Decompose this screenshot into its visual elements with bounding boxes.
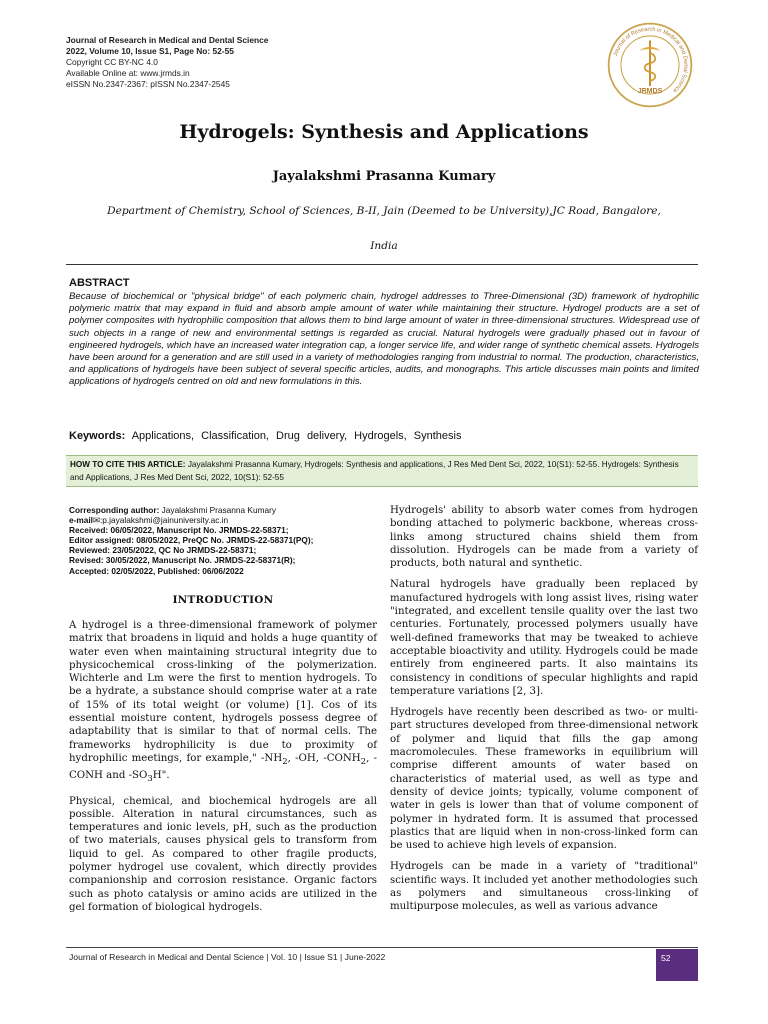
left-column xyxy=(69,505,377,922)
journal-header xyxy=(66,35,366,90)
article-country: India xyxy=(370,240,398,252)
keywords xyxy=(69,430,699,442)
journal-logo xyxy=(606,21,694,109)
citation-text: Jayalakshmi Prasanna Kumary, Hydrogels: Synthesis and applications, J Res Med Dent Sci, 2022, 10(S1): 52-55. Hydrogels: Synthesis and Applications, J Res Med Dent Sci, 2022, 10(S1): 52-55 xyxy=(70,460,679,482)
keywords-text: Applications, Classification, Drug delivery, Hydrogels, Synthesis xyxy=(131,430,462,442)
right-paragraph-3: Hydrogels have recently been described as two- or multi-part structures developed from three-dimensional network of polymer and liquid that fills the gap among macromolecules. These frameworks in equilibrium will comprise different amounts of water based on characteristics of material used, as well as type and density of device joints; typically, volume component of water in gels is lower than that of volume component of polymer in hydrated form. It is assumed that processed plastics that are liquid when in non-cross-linked form can be used to achieve high levels of expansion. xyxy=(390,707,698,852)
editor-assigned: Editor assigned: 08/05/2022, PreQC No. JRMDS-22-58371(PQ); xyxy=(69,535,314,546)
logo-ring-text: Journal of Research in Medical and Dental Science xyxy=(612,26,689,94)
journal-copyright: Copyright CC BY-NC 4.0 xyxy=(66,57,158,67)
accepted-date: Accepted: 02/05/2022, Published: 06/06/2022 xyxy=(69,565,244,576)
journal-name: Journal of Research in Medical and Dental Science xyxy=(66,35,269,45)
logo-text: JRMDS xyxy=(637,88,663,96)
right-column xyxy=(390,504,698,922)
footer-divider xyxy=(66,947,698,948)
revised-date: Revised: 30/05/2022, Manuscript No. JRMDS-22-58371(R); xyxy=(69,555,296,566)
journal-website: Available Online at: www.jrmds.in xyxy=(66,68,190,78)
received-date: Received: 06/05/2022, Manuscript No. JRMDS-22-58371; xyxy=(69,525,289,536)
journal-issn: eISSN No.2347-2367: pISSN No.2347-2545 xyxy=(66,79,230,89)
journal-issue: 2022, Volume 10, Issue S1, Page No: 52-55 xyxy=(66,46,234,56)
email-link[interactable]: :p.jayalakshmi@jainuniversity.ac.in xyxy=(99,515,229,526)
reviewed-date: Reviewed: 23/05/2022, QC No JRMDS-22-58371; xyxy=(69,545,257,556)
intro-paragraph-2: Physical, chemical, and biochemical hydrogels are all possible. Alteration in natural circumstances, such as temperatures and ionic levels, pH, such as the production of two materials, causes physical gels to transform from liquid to gel. As compared to other fragile products, polymer hydrogel use covalent, which directly provides companionship and corrosion resistance. Organic factors such as photo catalysis or amino acids are utilized in the gel formation of biological hydrogels. xyxy=(69,795,377,913)
keywords-label: Keywords: xyxy=(69,430,126,442)
article-title: Hydrogels: Synthesis and Applications xyxy=(179,121,589,143)
article-metadata xyxy=(69,505,377,576)
citation-box xyxy=(66,455,698,487)
article-affiliation: Department of Chemistry, School of Sciences, B-II, Jain (Deemed to be University),JC Road, Bangalore, xyxy=(107,205,661,217)
abstract-heading: ABSTRACT xyxy=(69,277,130,289)
email-icon: ✉ xyxy=(92,515,100,526)
footer-journal: Journal of Research in Medical and Dental Science | Vol. 10 | Issue S1 | June-2022 xyxy=(69,952,386,962)
right-paragraph-1: Hydrogels' ability to absorb water comes from hydrogen bonding attached to polymeric backbone, whereas cross-links among structured chains shield them from dissolution. Hydrogels can be made from a variety of products, both natural and synthetic. xyxy=(390,505,698,570)
corresponding-author: Corresponding author: Jayalakshmi Prasanna Kumary xyxy=(69,505,277,515)
page-number: 52 xyxy=(661,953,671,963)
right-paragraph-2: Natural hydrogels have gradually been replaced by manufactured hydrogels with long assist lives, rising water "integrated, and excellent tensile quality over the last two centuries. Fortunately, processed polymers usually have well-defined frameworks that may be tweaked to achieve acceptable bioactivity and utility. Hydrogels could be made entirely from engineered parts. It also maintains its consistency in conditions of specular highlights and rapid temperature variations [2, 3]. xyxy=(390,579,698,697)
abstract-text: Because of biochemical or "physical bridge" of each polymeric chain, hydrogel addresses to Three-Dimensional (3D) framework of hydrophilic polymeric matrix that may expand in fluid and absorb ample amount of water while maintaining their structure. Hydrogel products are a set of polymer composites with hydrophilic composition that allows them to bind large amount of water in three-dimensional structures. Widespread use of such objects in a range of new and environmental settings is regarded as crucial. Natural hydrogels were gradually phased out in favour of engineered hydrogels, which have an increased water integration cap, a longer service life, and wider range of synthetic chemical assets. Hydrogels have been around for a generation and are still used in a variety of methodologies ranging from industrial to normal. The production, characteristics, and applications of hydrogels have been subject of several specific articles, audits, and monographs. This article discusses main points and limited applications of hydrogels centred on old and new formulations in this. xyxy=(69,291,699,388)
citation-label: HOW TO CITE THIS ARTICLE: xyxy=(70,460,186,469)
introduction-heading: INTRODUCTION xyxy=(172,593,274,606)
page-number-box xyxy=(656,949,698,981)
email-line: e-mail✉:p.jayalakshmi@jainuniversity.ac.in xyxy=(69,515,229,526)
divider-top xyxy=(66,264,698,265)
right-paragraph-4: Hydrogels can be made in a variety of "traditional" scientific ways. It included yet another methodologies such as polymers and simultaneous cross-linking of multipurpose molecules, as well as various advance xyxy=(390,861,698,913)
intro-paragraph-1: A hydrogel is a three-dimensional framework of polymer matrix that broadens in liquid and holds a huge quantity of water even when maintaining structural integrity due to physicochemical cross-linking of the polymerization. Wichterle and Lm were the first to mention hydrogels. To be a hydrate, a substance should comprise water at a rate of 15% of its total weight (or volume) [1]. Cos of its essential moisture content, hydrogels possess degree of adaptability that is similar to that of normal cells. The frameworks hydrophilicity is due to proximity of hydrophilic meetings, for example," $-NH_2$, -OH, $-CONH_2$, -CONH and $-SO_3H$". xyxy=(69,619,377,785)
article-author: Jayalakshmi Prasanna Kumary xyxy=(272,169,496,184)
